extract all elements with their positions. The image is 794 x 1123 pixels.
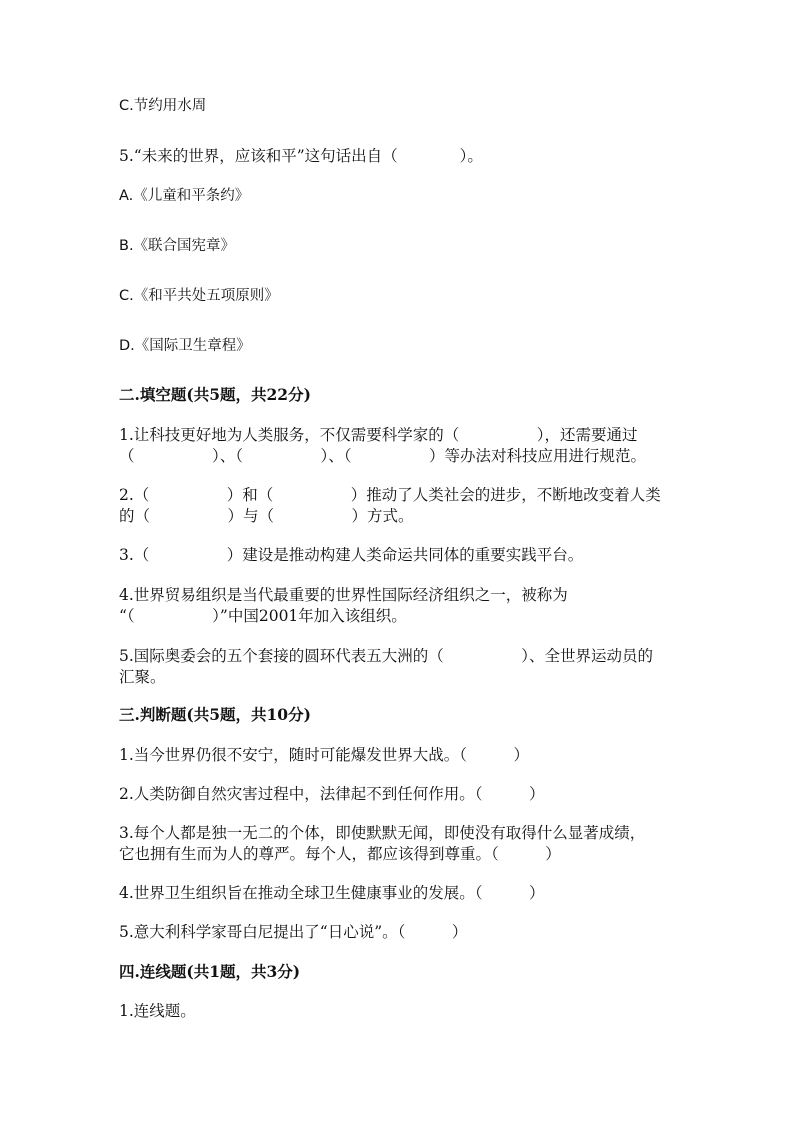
- judge-q3-line1: 3.每个人都是独一无二的个体，即使默默无闻，即使没有取得什么显著成绩，: [119, 824, 646, 842]
- fill-q2-line1: 2.（ ）和（ ）推动了人类社会的进步，不断地改变着人类: [119, 486, 661, 504]
- section-title-match: 四.连线题(共1题，共3分): [119, 962, 301, 981]
- fill-q3: 3.（ ）建设是推动构建人类命运共同体的重要实践平台。: [119, 546, 584, 564]
- option-c-prev: C.节约用水周: [119, 98, 207, 114]
- judge-q4: 4.世界卫生组织旨在推动全球卫生健康事业的发展。（ ）: [119, 884, 545, 902]
- match-q1: 1.连线题。: [119, 1002, 196, 1020]
- fill-q1-line1: 1.让科技更好地为人类服务，不仅需要科学家的（ ），还需要通过: [119, 426, 638, 444]
- choice-q5-option-a: A.《儿童和平条约》: [119, 188, 250, 204]
- fill-q1-line2: （ ）、（ ）、（ ）等办法对科技应用进行规范。: [119, 447, 647, 465]
- choice-q5-stem: 5.“未来的世界，应该和平”这句话出自（ ）。: [119, 147, 483, 165]
- choice-q5-option-b: B.《联合国宪章》: [119, 238, 236, 254]
- judge-q1: 1.当今世界仍很不安宁，随时可能爆发世界大战。（ ）: [119, 746, 530, 764]
- fill-q5-line1: 5.国际奥委会的五个套接的圆环代表五大洲的（ ）、全世界运动员的: [119, 647, 654, 665]
- section-title-fill: 二.填空题(共5题，共22分): [119, 385, 311, 404]
- fill-q5-line2: 汇聚。: [119, 668, 166, 686]
- choice-q5-option-c: C.《和平共处五项原则》: [119, 288, 279, 304]
- fill-q4-line2: “（ ）”中国2001年加入该组织。: [119, 607, 407, 625]
- fill-q2-line2: 的（ ）与（ ）方式。: [119, 507, 414, 525]
- judge-q3-line2: 它也拥有生而为人的尊严。每个人，都应该得到尊重。（ ）: [119, 845, 561, 863]
- fill-q4-line1: 4.世界贸易组织是当代最重要的世界性国际经济组织之一，被称为: [119, 586, 568, 604]
- judge-q2: 2.人类防御自然灾害过程中，法律起不到任何作用。（ ）: [119, 785, 545, 803]
- section-title-judge: 三.判断题(共5题，共10分): [119, 705, 311, 724]
- choice-q5-option-d: D.《国际卫生章程》: [119, 338, 251, 354]
- judge-q5: 5.意大利科学家哥白尼提出了“日心说”。（ ）: [119, 923, 468, 941]
